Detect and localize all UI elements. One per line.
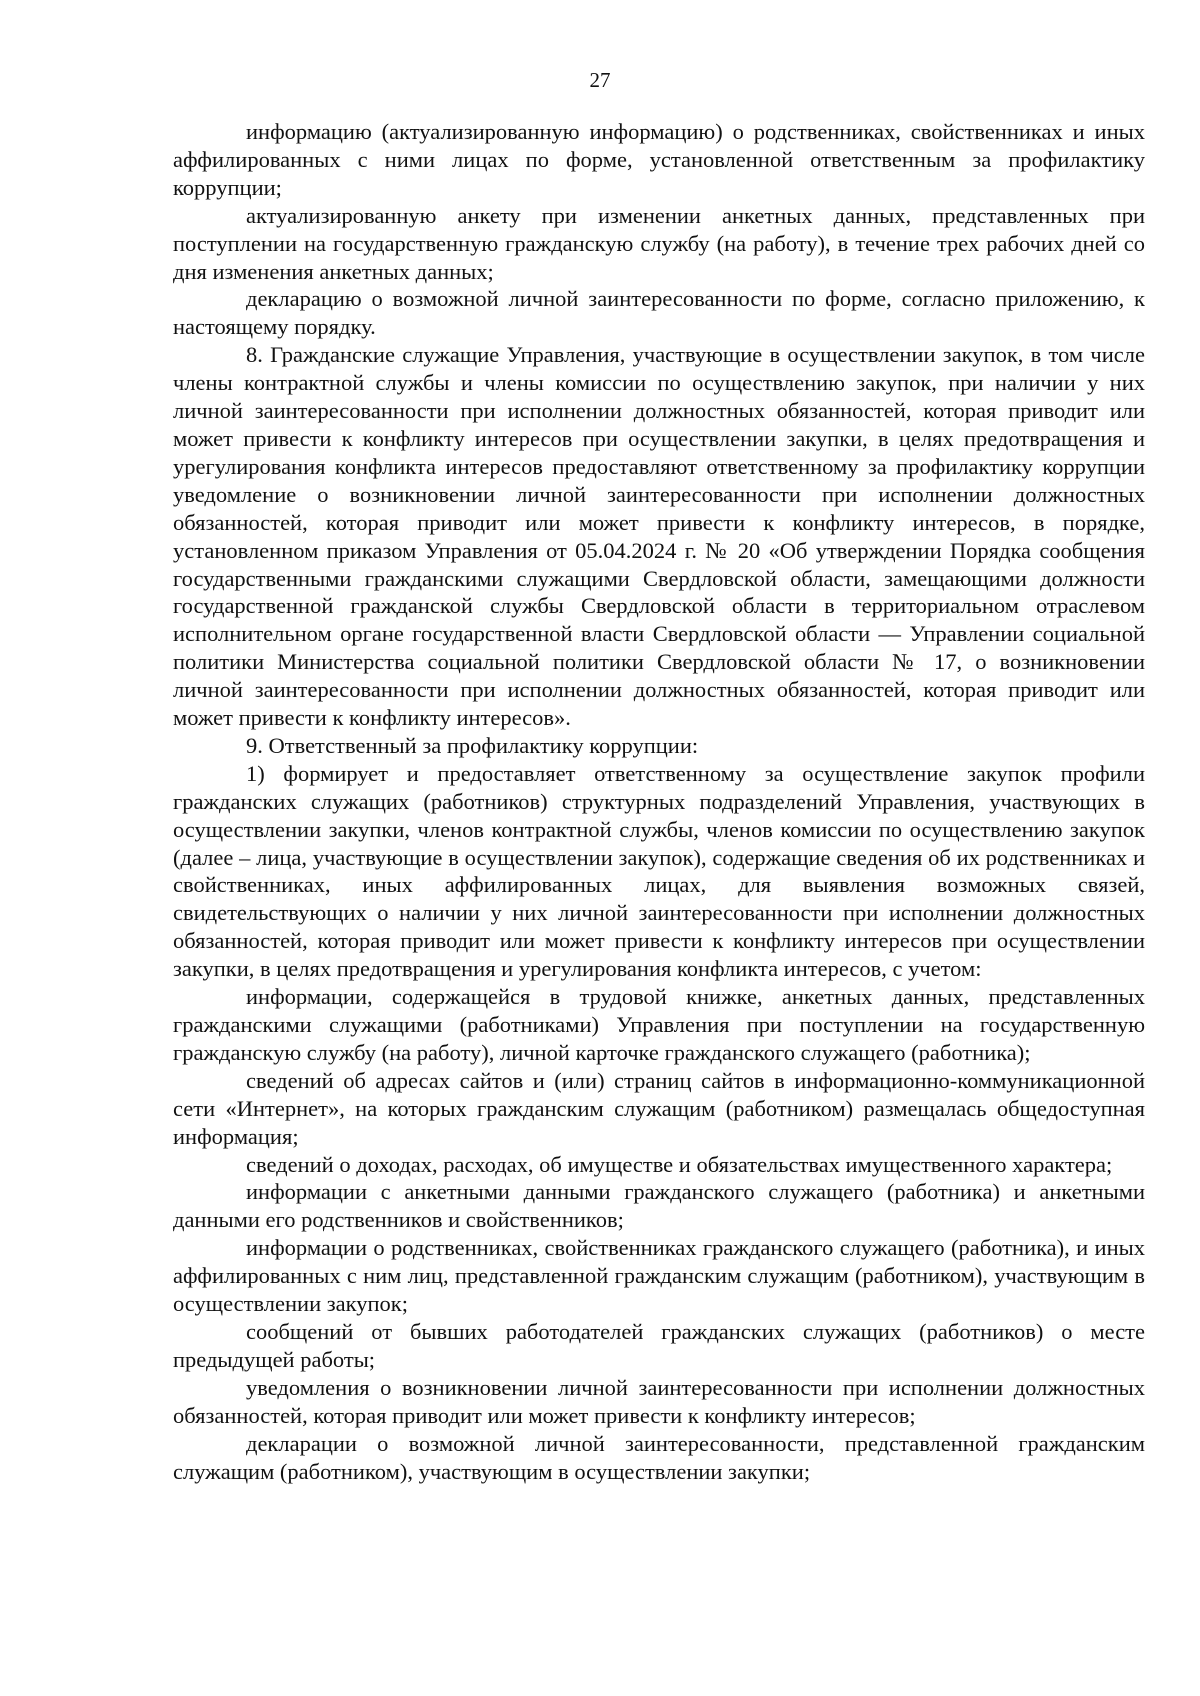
paragraph-item-8: 8. Гражданские служащие Управления, участвующие в осуществлении закупок, в том числе члены контрактной службы и члены комиссии по осуществлению закупок, при наличии у них личной заинтересованности при исполнении должностных обязанностей, которая приводит или может привести к конфликту интересов при осуществлении закупки, в целях предотвращения и урегулирования конфликта интересов предоставляют ответственному за профилактику коррупции уведомление о возникновении личной заинтересованности при исполнении должностных обязанностей, которая приводит или может привести к конфликту интересов, в порядке, установленном приказом Управления от 05.04.2024 г. № 20 «Об утверждении Порядка сообщения государственными гражданскими служащими Свердловской области, замещающими должности государственной гражданской службы Свердловской области в территориальном отраслевом исполнительном органе государственной власти Свердловской области — Управлении социальной политики Министерства социальной политики Свердловской области № 17, о возникновении личной заинтересованности при исполнении должностных обязанностей, которая приводит или может привести к конфликту интересов». (173, 342, 1145, 731)
list-item-interest-notification: уведомления о возникновении личной заинтересованности при исполнении должностных обязанностей, которая приводит или может привести к конфликту интересов; (173, 1374, 1145, 1428)
list-item-interest-declaration: декларации о возможной личной заинтересованности, представленной гражданским служащим (работником), участвующим в осуществлении закупки; (173, 1430, 1145, 1484)
paragraph-item-9-1: 1) формирует и предоставляет ответственному за осуществление закупок профили гражданских служащих (работников) структурных подразделений Управления, участвующих в осуществлении закупки, членов контрактной службы, членов комиссии по осуществлению закупок (далее – лица, участвующие в осуществлении закупок), содержащие сведения об их родственниках и свойственниках, иных аффилированных лицах, для выявления возможных связей, свидетельствующих о наличии у них личной заинтересованности при исполнении должностных обязанностей, которая приводит или может привести к конфликту интересов при осуществлении закупки, в целях предотвращения и урегулирования конфликта интересов, с учетом: (173, 760, 1145, 982)
list-item-income-info: сведений о доходах, расходах, об имуществе и обязательствах имущественного характера; (246, 1151, 1113, 1177)
paragraph-affiliates-info: информацию (актуализированную информацию) о родственниках, свойственниках и иных аффилированных с ними лицах по форме, установленной ответственным за профилактику коррупции; (173, 119, 1145, 200)
list-item-questionnaire-data: информации с анкетными данными гражданского служащего (работника) и анкетными данными его родственников и свойственников; (173, 1179, 1145, 1233)
list-item-former-employers: сообщений от бывших работодателей гражданских служащих (работников) о месте предыдущей работы; (173, 1318, 1145, 1372)
paragraph-item-9: 9. Ответственный за профилактику коррупции: (246, 732, 699, 758)
list-item-employment-record: информации, содержащейся в трудовой книжке, анкетных данных, представленных гражданскими служащими (работниками) Управления при поступлении на государственную гражданскую службу (на работу), личной карточке гражданского служащего (работника); (173, 984, 1145, 1065)
document-body (173, 118, 1145, 1485)
list-item-internet-sites: сведений об адресах сайтов и (или) страниц сайтов в информационно-коммуникационной сети «Интернет», на которых гражданским служащим (работником) размещалась общедоступная информация; (173, 1067, 1145, 1149)
list-item-relatives-info: информации о родственниках, свойственниках гражданского служащего (работника), и иных аффилированных с ним лиц, представленной гражданским служащим (работником), участвующим в осуществлении закупок; (173, 1235, 1145, 1317)
paragraph-updated-questionnaire: актуализированную анкету при изменении анкетных данных, представленных при поступлении на государственную гражданскую службу (на работу), в течение трех рабочих дней со дня изменения анкетных данных; (173, 202, 1145, 284)
paragraph-declaration: декларацию о возможной личной заинтересованности по форме, согласно приложению, к настоящему порядку. (173, 286, 1145, 340)
page-number: 27 (589, 68, 611, 92)
